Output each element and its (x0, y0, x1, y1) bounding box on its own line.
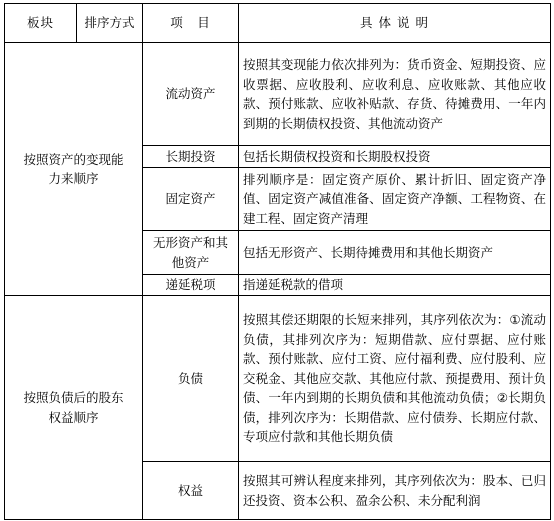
desc-current-assets: 按照其变现能力依次排列为：货币资金、短期投资、应收票据、应收股利、应收利息、应收账款、其他应收款、预付账款、应收补贴款、存货、待摊费用、一年内到期的长期债权投资、其他流动资产 (239, 43, 551, 146)
table-row (5, 43, 551, 146)
header-item: 项 目 (143, 4, 239, 43)
item-deferred-tax: 递延税项 (143, 275, 239, 296)
desc-liabilities: 按照其偿还期限的长短来排列，其序列依次为：①流动负债，其排列次序为：短期借款、应付票据、应付账款、预付账款、应付工资、应付福利费、应付股利、应交税金、其他应交款、其他应付款、预提费用、预计负债、一年内到期的长期负债和其他流动负债；②长期负债，排列次序为：长期借款、应付债券、长期应付款、专项应付款和其他长期负债 (239, 296, 551, 462)
item-fixed-assets: 固定资产 (143, 168, 239, 231)
document-page (4, 3, 550, 519)
item-liabilities: 负债 (143, 296, 239, 462)
item-intangible-assets (143, 231, 239, 275)
desc-intangible-assets: 包括无形资产、长期待摊费用和其他长期资产 (239, 231, 551, 275)
header-order (77, 4, 143, 43)
item-intangible-line-2: 他资产 (171, 254, 210, 270)
desc-long-term-investment: 包括长期债权投资和长期股权投资 (239, 146, 551, 168)
balance-sheet-ordering-table (4, 3, 551, 520)
category-liab-line-2: 权益顺序 (48, 409, 99, 425)
item-intangible-line-1: 无形资产和其 (152, 235, 228, 250)
category-asset-line-1: 按照资产的变现能 (23, 151, 124, 167)
item-long-term-investment: 长期投资 (143, 146, 239, 168)
category-liab-line-1: 按照负债后的股东 (23, 390, 124, 405)
desc-deferred-tax: 指递延税款的借项 (239, 275, 551, 296)
category-asset-liquidity (5, 43, 143, 296)
table-header-row (5, 4, 551, 43)
item-current-assets: 流动资产 (143, 43, 239, 146)
header-order-line-1: 排序方式 (84, 15, 135, 31)
table-row (5, 296, 551, 462)
desc-equity: 按照其可辨认程度来排列，其序列依次为：股本、已归还投资、资本公积、盈余公积、未分配利润 (239, 462, 551, 520)
header-desc: 具 体 说 明 (239, 4, 551, 43)
item-equity: 权益 (143, 462, 239, 520)
category-liabilities-equity (5, 296, 143, 520)
desc-fixed-assets: 排列顺序是：固定资产原价、累计折旧、固定资产净值、固定资产减值准备、固定资产净额、工程物资、在建工程、固定资产清理 (239, 168, 551, 231)
category-asset-line-2: 力来顺序 (48, 171, 99, 186)
header-block: 板块 (5, 4, 77, 43)
